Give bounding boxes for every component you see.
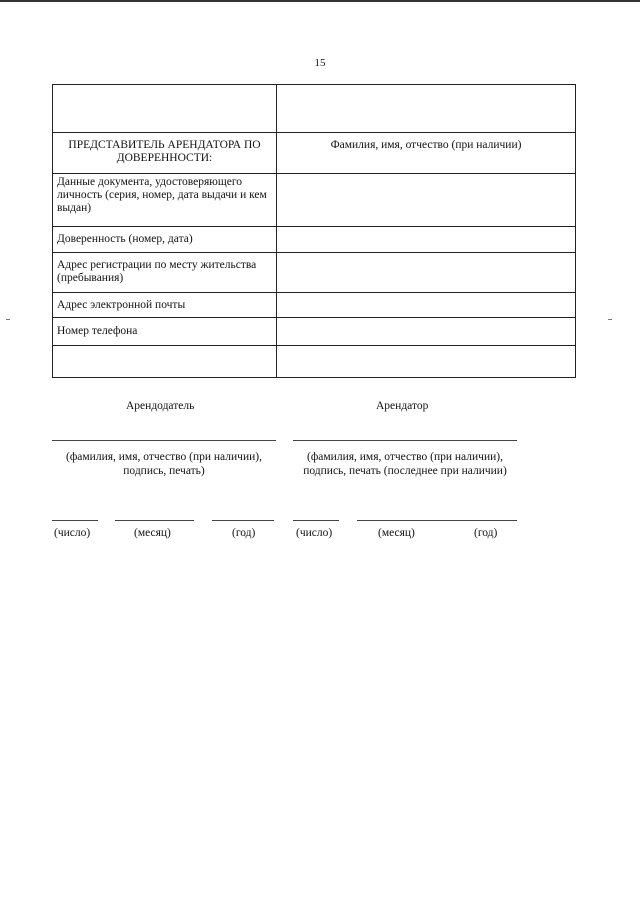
full-name-heading: Фамилия, имя, отчество (при наличии) — [277, 133, 576, 174]
landlord-title: Арендодатель — [126, 400, 195, 412]
top-scan-edge — [0, 0, 640, 2]
table-cell-left[interactable] — [53, 346, 277, 378]
phone-label: Номер телефона — [53, 318, 277, 346]
tenant-signature-line[interactable] — [293, 440, 517, 441]
tenant-year-label: (год) — [474, 527, 498, 539]
table-cell-right[interactable] — [277, 85, 576, 133]
email-field[interactable] — [277, 293, 576, 318]
representative-table — [52, 84, 576, 378]
tenant-month-line[interactable] — [357, 520, 517, 521]
table-row — [53, 133, 576, 174]
id-document-label: Данные документа, удостоверяющего личность (серия, номер, дата выдачи и кем выдан) — [53, 174, 277, 227]
landlord-month-label: (месяц) — [134, 527, 171, 539]
phone-field[interactable] — [277, 318, 576, 346]
table-cell-right[interactable] — [277, 346, 576, 378]
landlord-signature-line[interactable] — [52, 440, 276, 441]
power-of-attorney-field[interactable] — [277, 227, 576, 253]
landlord-month-line[interactable] — [115, 520, 194, 521]
table-row — [53, 85, 576, 133]
table-row — [53, 174, 576, 227]
representative-heading: ПРЕДСТАВИТЕЛЬ АРЕНДАТОРА ПО ДОВЕРЕННОСТИ: — [53, 133, 277, 174]
landlord-signature-caption: (фамилия, имя, отчество (при наличии), подпись, печать) — [66, 451, 262, 477]
right-margin-mark — [608, 319, 612, 320]
tenant-month-label: (месяц) — [378, 527, 415, 539]
table-cell-left[interactable] — [53, 85, 277, 133]
landlord-year-line[interactable] — [212, 520, 274, 521]
tenant-day-label: (число) — [296, 527, 333, 539]
power-of-attorney-label: Доверенность (номер, дата) — [53, 227, 277, 253]
landlord-day-label: (число) — [54, 527, 91, 539]
table-row — [53, 346, 576, 378]
table-row — [53, 253, 576, 293]
registration-address-field[interactable] — [277, 253, 576, 293]
table-row — [53, 318, 576, 346]
table-row — [53, 293, 576, 318]
tenant-day-line[interactable] — [293, 520, 339, 521]
registration-address-label: Адрес регистрации по месту жительства (пребывания) — [53, 253, 277, 293]
id-document-field[interactable] — [277, 174, 576, 227]
email-label: Адрес электронной почты — [53, 293, 277, 318]
tenant-title: Арендатор — [376, 400, 429, 412]
left-margin-mark — [6, 319, 10, 320]
table-row — [53, 227, 576, 253]
landlord-year-label: (год) — [232, 527, 256, 539]
tenant-signature-caption: (фамилия, имя, отчество (при наличии), подпись, печать (последнее при наличии) — [303, 451, 507, 477]
landlord-day-line[interactable] — [52, 520, 98, 521]
page-number: 15 — [314, 57, 326, 69]
